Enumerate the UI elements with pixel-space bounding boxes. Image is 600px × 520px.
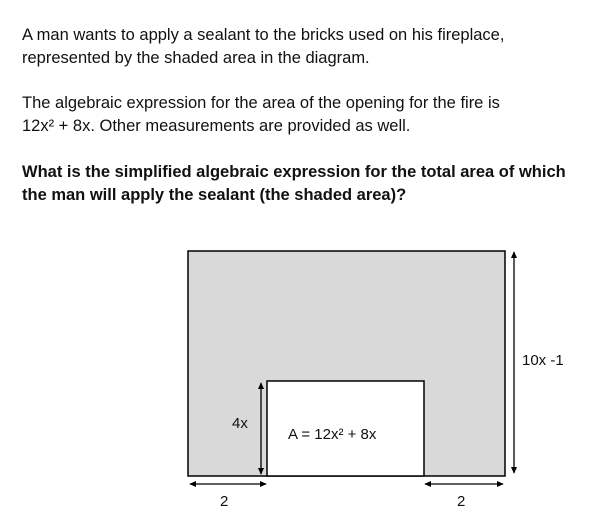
statement-line-2: represented by the shaded area in the diagram. [22,49,370,67]
given-line-1: The algebraic expression for the area of the opening for the fire is [22,94,500,112]
left-width-label: 2 [220,493,229,510]
statement-line-1: A man wants to apply a sealant to the bricks used on his fireplace, [22,26,505,44]
opening-height-label: 4x [232,415,248,432]
outer-height-label: 10x -1 [522,352,564,369]
right-width-label: 2 [457,493,466,510]
opening-area-label: A = 12x² + 8x [288,426,377,443]
question-line-1: What is the simplified algebraic expression for the total area of which [22,163,566,181]
question-line-2: the man will apply the sealant (the shaded area)? [22,186,407,204]
given-line-2: 12x² + 8x. Other measurements are provided as well. [22,117,411,135]
